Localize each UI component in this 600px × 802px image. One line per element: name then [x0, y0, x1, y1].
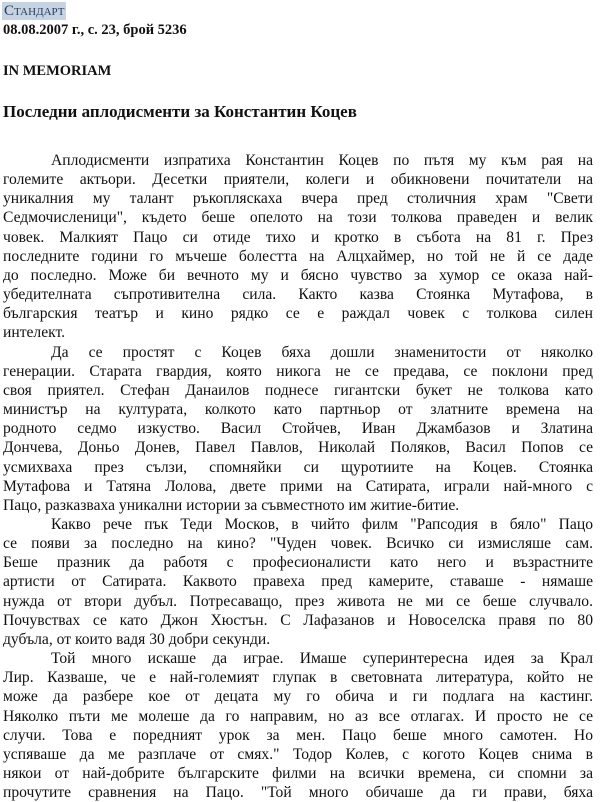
text-line: министър на културата, колкото като партньор от златните времена на	[3, 401, 593, 419]
section-heading: IN MEMORIAM	[3, 63, 112, 79]
text-line: дубъла, от които вадя 30 добри секунди.	[3, 630, 271, 648]
publication-date-line: 08.08.2007 г., с. 23, брой 5236	[3, 22, 187, 38]
text-line: може да разбере кое от децата му го обича и ги подлага на кастинг.	[3, 688, 593, 706]
text-line: Беше празник да работя с професионалисти като него и възрастните	[3, 554, 593, 572]
text-line: Дончева, Доньо Донев, Павел Павлов, Николай Поляков, Васил Попов се	[3, 439, 593, 457]
text-line: успяваше да ме разплаче от смях." Тодор Колев, с когото Коцев снима в	[3, 745, 593, 763]
text-line: Почувствах се като Джон Хюстън. С Лафазанов и Новоселска правя по 80	[3, 611, 593, 629]
text-line: Пацо, разказваха уникални истории за съвместното им житие-битие.	[3, 496, 460, 514]
text-line: нужда от втори дубъл. Потресаващо, през живота не ми се беше случвало.	[3, 592, 593, 610]
text-line: Няколко пъти ме молеше да го направим, но аз все отлагах. И просто не се	[3, 707, 593, 725]
text-line: случи. Това е поредният урок за мен. Пацо беше много самотен. Но	[3, 726, 593, 744]
text-line: се появи за последно на кино? "Чуден човек. Всичко си измисляше сам.	[3, 535, 593, 553]
text-line: своя приятел. Стефан Данаилов поднесе гигантски букет не толкова като	[3, 381, 593, 399]
text-line: някои от най-добрите българските филми на всички времена, си спомни за	[3, 765, 593, 782]
text-line: усмихваха през сълзи, спомняйки си щуротиите на Коцев. Стоянка	[3, 458, 593, 476]
text-line: големите актьори. Десетки приятели, колеги и обикновени почитатели на	[3, 171, 593, 189]
article-paragraph	[3, 151, 593, 343]
text-line: Какво рече пък Теди Москов, в чийто филм "Рапсодия в бяло" Пацо	[51, 515, 593, 533]
text-line: Той много искаше да играе. Имаше суперинтересна идея за Крал	[51, 650, 593, 668]
article-paragraph	[3, 343, 593, 515]
article-paragraph	[3, 515, 593, 649]
text-line: артисти от Сатирата. Каквото правеха пред камерите, ставаше - нямаше	[3, 573, 593, 591]
text-line: последните години го мъчеше болестта на Алцхаймер, но той не й се даде	[3, 247, 593, 265]
text-line: Мутафова и Татяна Лолова, двете прими на Сатирата, играли най-много с	[3, 477, 593, 495]
article-paragraph	[3, 649, 593, 802]
text-line: до последно. Може би вечното му и бясно чувство за хумор се оказа най-	[3, 266, 593, 284]
text-line: родното седмо изкуство. Васил Стойчев, Иван Джамбазов и Златина	[3, 420, 593, 438]
text-line: Да се простят с Коцев бяха дошли знаменитости от няколко	[51, 343, 593, 361]
text-line: човек. Малкият Пацо си отиде тихо и кротко в събота на 81 г. През	[3, 228, 593, 246]
text-line: уникалния му талант ръкопляскаха вчера пред столичния храм "Свети	[3, 190, 593, 208]
text-line: прочутите сравнения на Пацо. "Той много обичаше да ги прави, бяха	[3, 784, 593, 802]
text-line: Аплодисменти изпратиха Константин Коцев по пътя му към рая на	[51, 152, 593, 169]
text-line: убедителната съпротивителна сила. Както казва Стоянка Мутафова, в	[3, 286, 593, 304]
text-line: интелект.	[3, 324, 66, 342]
text-line: Лир. Казваше, че е най-големият глупак в световната литература, който не	[3, 669, 593, 687]
article-title: Последни аплодисменти за Константин Коцев	[3, 102, 357, 121]
text-line: българския театър и кино рядко се е раждал човек с толкова силен	[3, 305, 593, 323]
article-body	[3, 151, 593, 802]
text-line: генерации. Старата гвардия, която никога не се предава, се поклони пред	[3, 362, 593, 380]
text-line: Седмочисленици", където беше опелото на този толкова праведен и велик	[3, 209, 593, 227]
newspaper-source: Стандарт	[4, 3, 65, 19]
